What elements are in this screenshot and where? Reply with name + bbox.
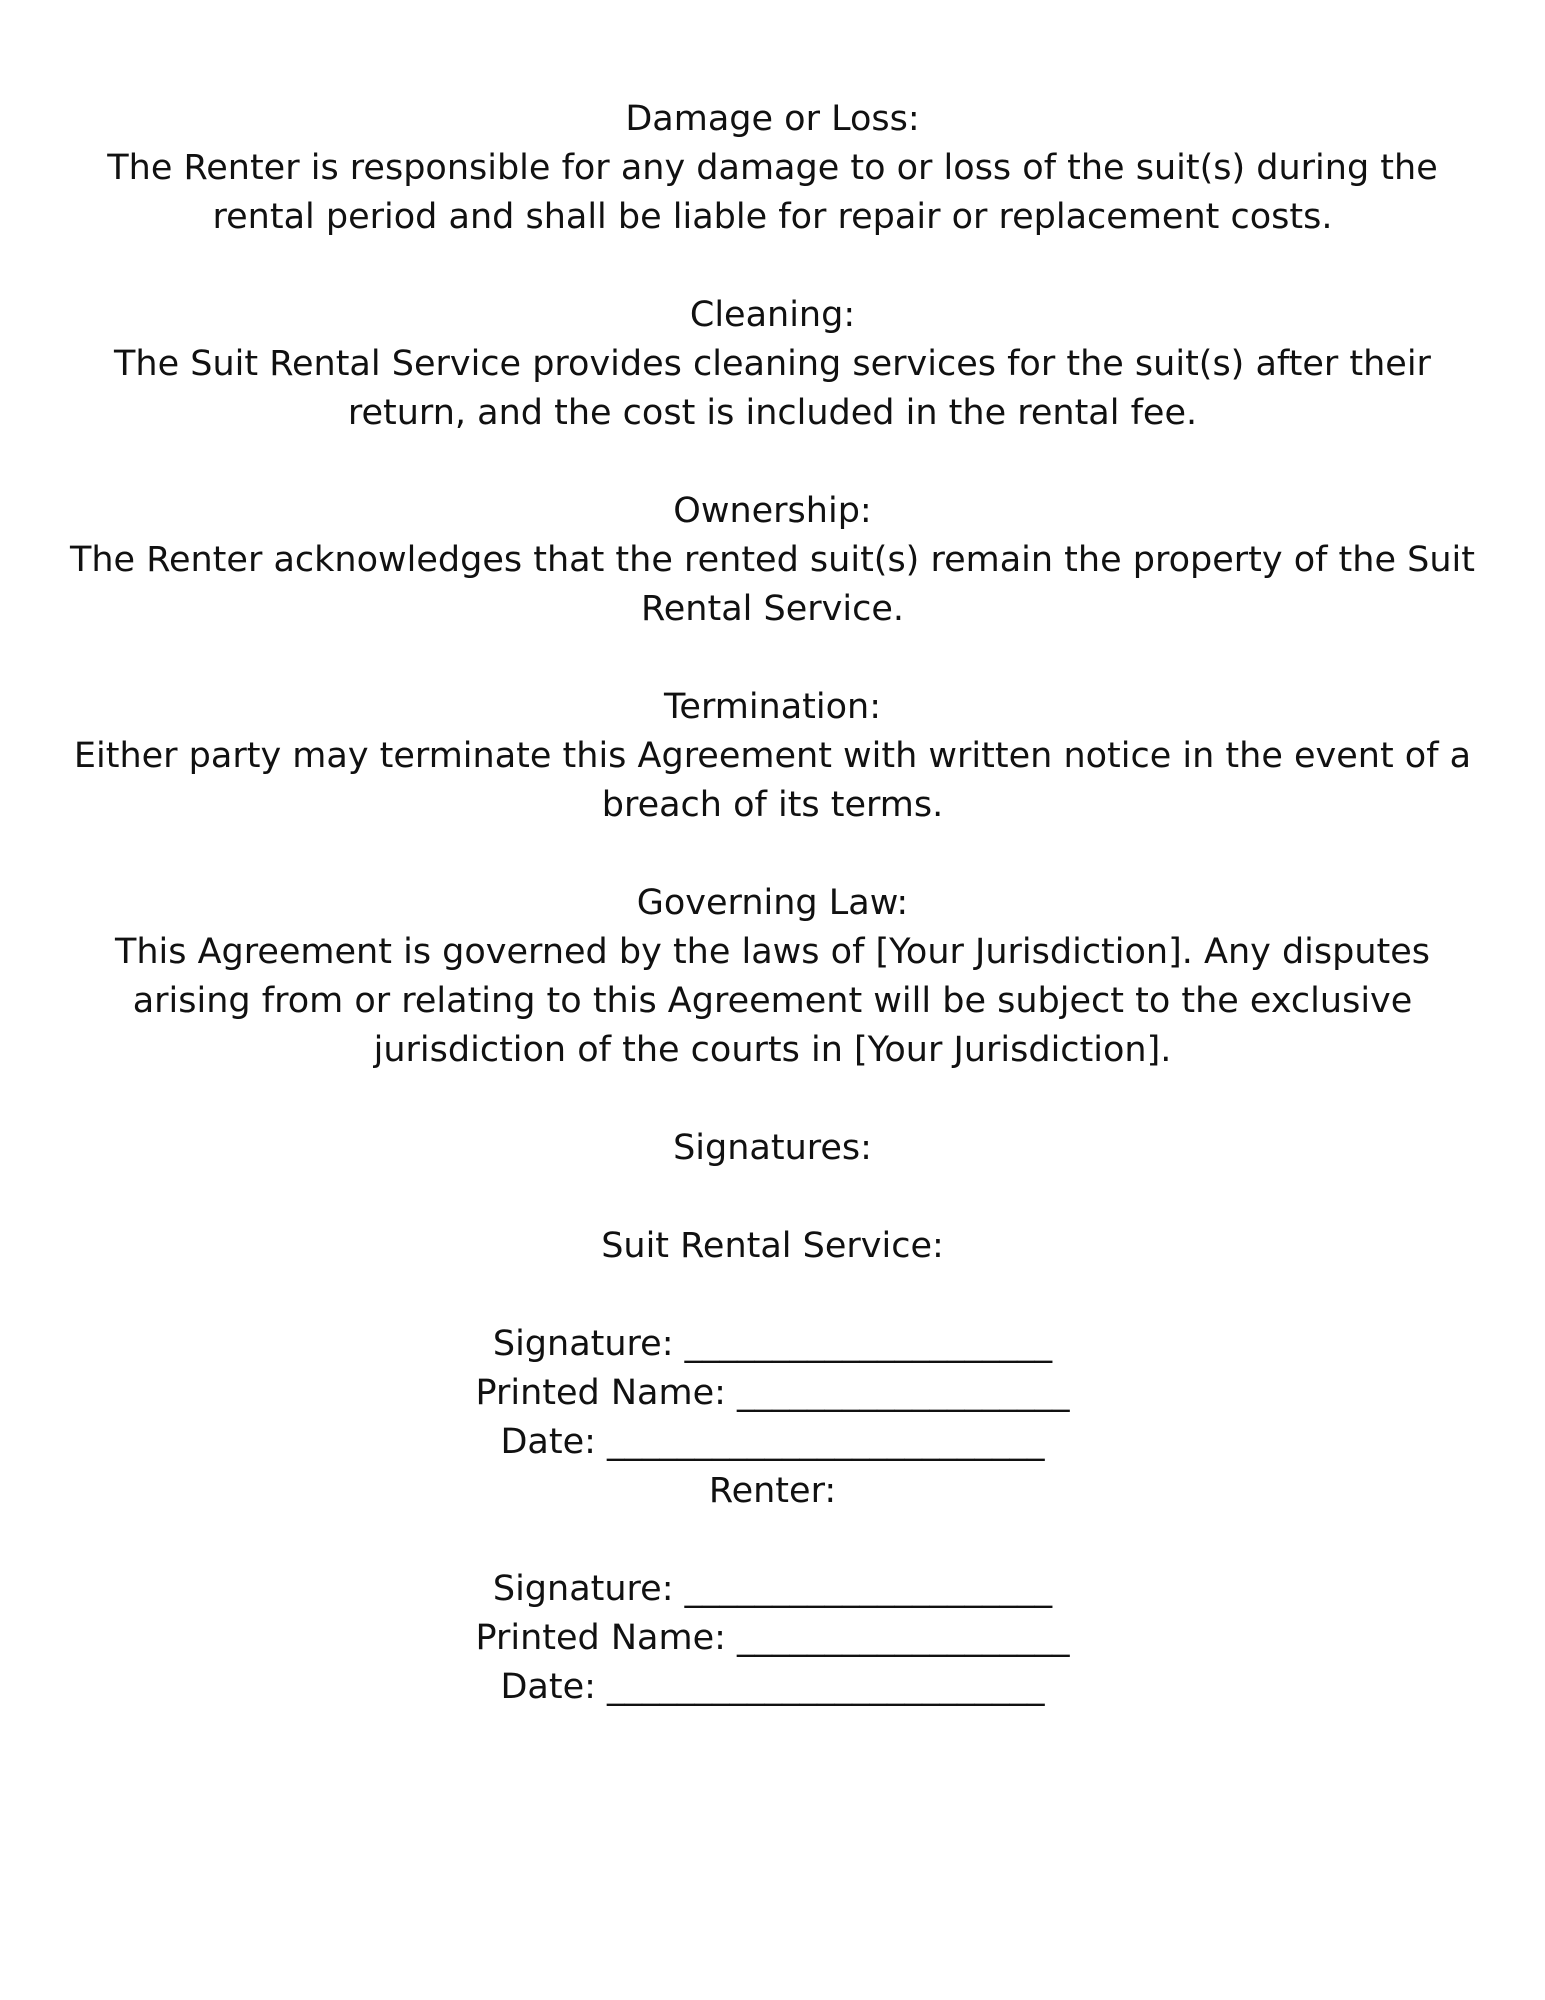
- section-heading: Governing Law:: [636, 883, 909, 923]
- service-date-line[interactable]: Date: _________________________: [500, 1422, 1045, 1462]
- section-body: The Suit Rental Service provides cleaning services for the suit(s) after their return, and the cost is included in the rental fee.: [114, 344, 1431, 433]
- service-printed-name-line[interactable]: Printed Name: ___________________: [475, 1373, 1070, 1413]
- signatures-block: [0, 1124, 1545, 1712]
- section-ownership: [0, 487, 1545, 634]
- section-heading: Cleaning:: [689, 295, 856, 335]
- service-label: Suit Rental Service:: [601, 1226, 944, 1266]
- section-body: The Renter is responsible for any damage to or loss of the suit(s) during the rental period and shall be liable for repair or replacement costs.: [107, 148, 1438, 237]
- section-termination: [0, 683, 1545, 830]
- signatures-heading: Signatures:: [673, 1128, 872, 1168]
- section-body: This Agreement is governed by the laws of [Your Jurisdiction]. Any disputes arising from or relating to this Agreement will be subject to the exclusive jurisdiction of the courts in [Your Jurisdiction].: [114, 932, 1431, 1070]
- renter-label: Renter:: [708, 1471, 837, 1511]
- renter-date-line[interactable]: Date: _________________________: [500, 1667, 1045, 1707]
- section-governing-law: [0, 879, 1545, 1075]
- renter-printed-name-line[interactable]: Printed Name: ___________________: [475, 1618, 1070, 1658]
- section-damage-or-loss: [0, 95, 1545, 242]
- section-body: The Renter acknowledges that the rented suit(s) remain the property of the Suit Rental Service.: [70, 540, 1475, 629]
- agreement-page: [0, 95, 1545, 1761]
- renter-signature-line[interactable]: Signature: _____________________: [492, 1569, 1053, 1609]
- service-signature-line[interactable]: Signature: _____________________: [492, 1324, 1053, 1364]
- section-heading: Ownership:: [673, 491, 872, 531]
- section-body: Either party may terminate this Agreement with written notice in the event of a breach of its terms.: [73, 736, 1472, 825]
- section-heading: Damage or Loss:: [625, 99, 920, 139]
- section-cleaning: [0, 291, 1545, 438]
- section-heading: Termination:: [663, 687, 882, 727]
